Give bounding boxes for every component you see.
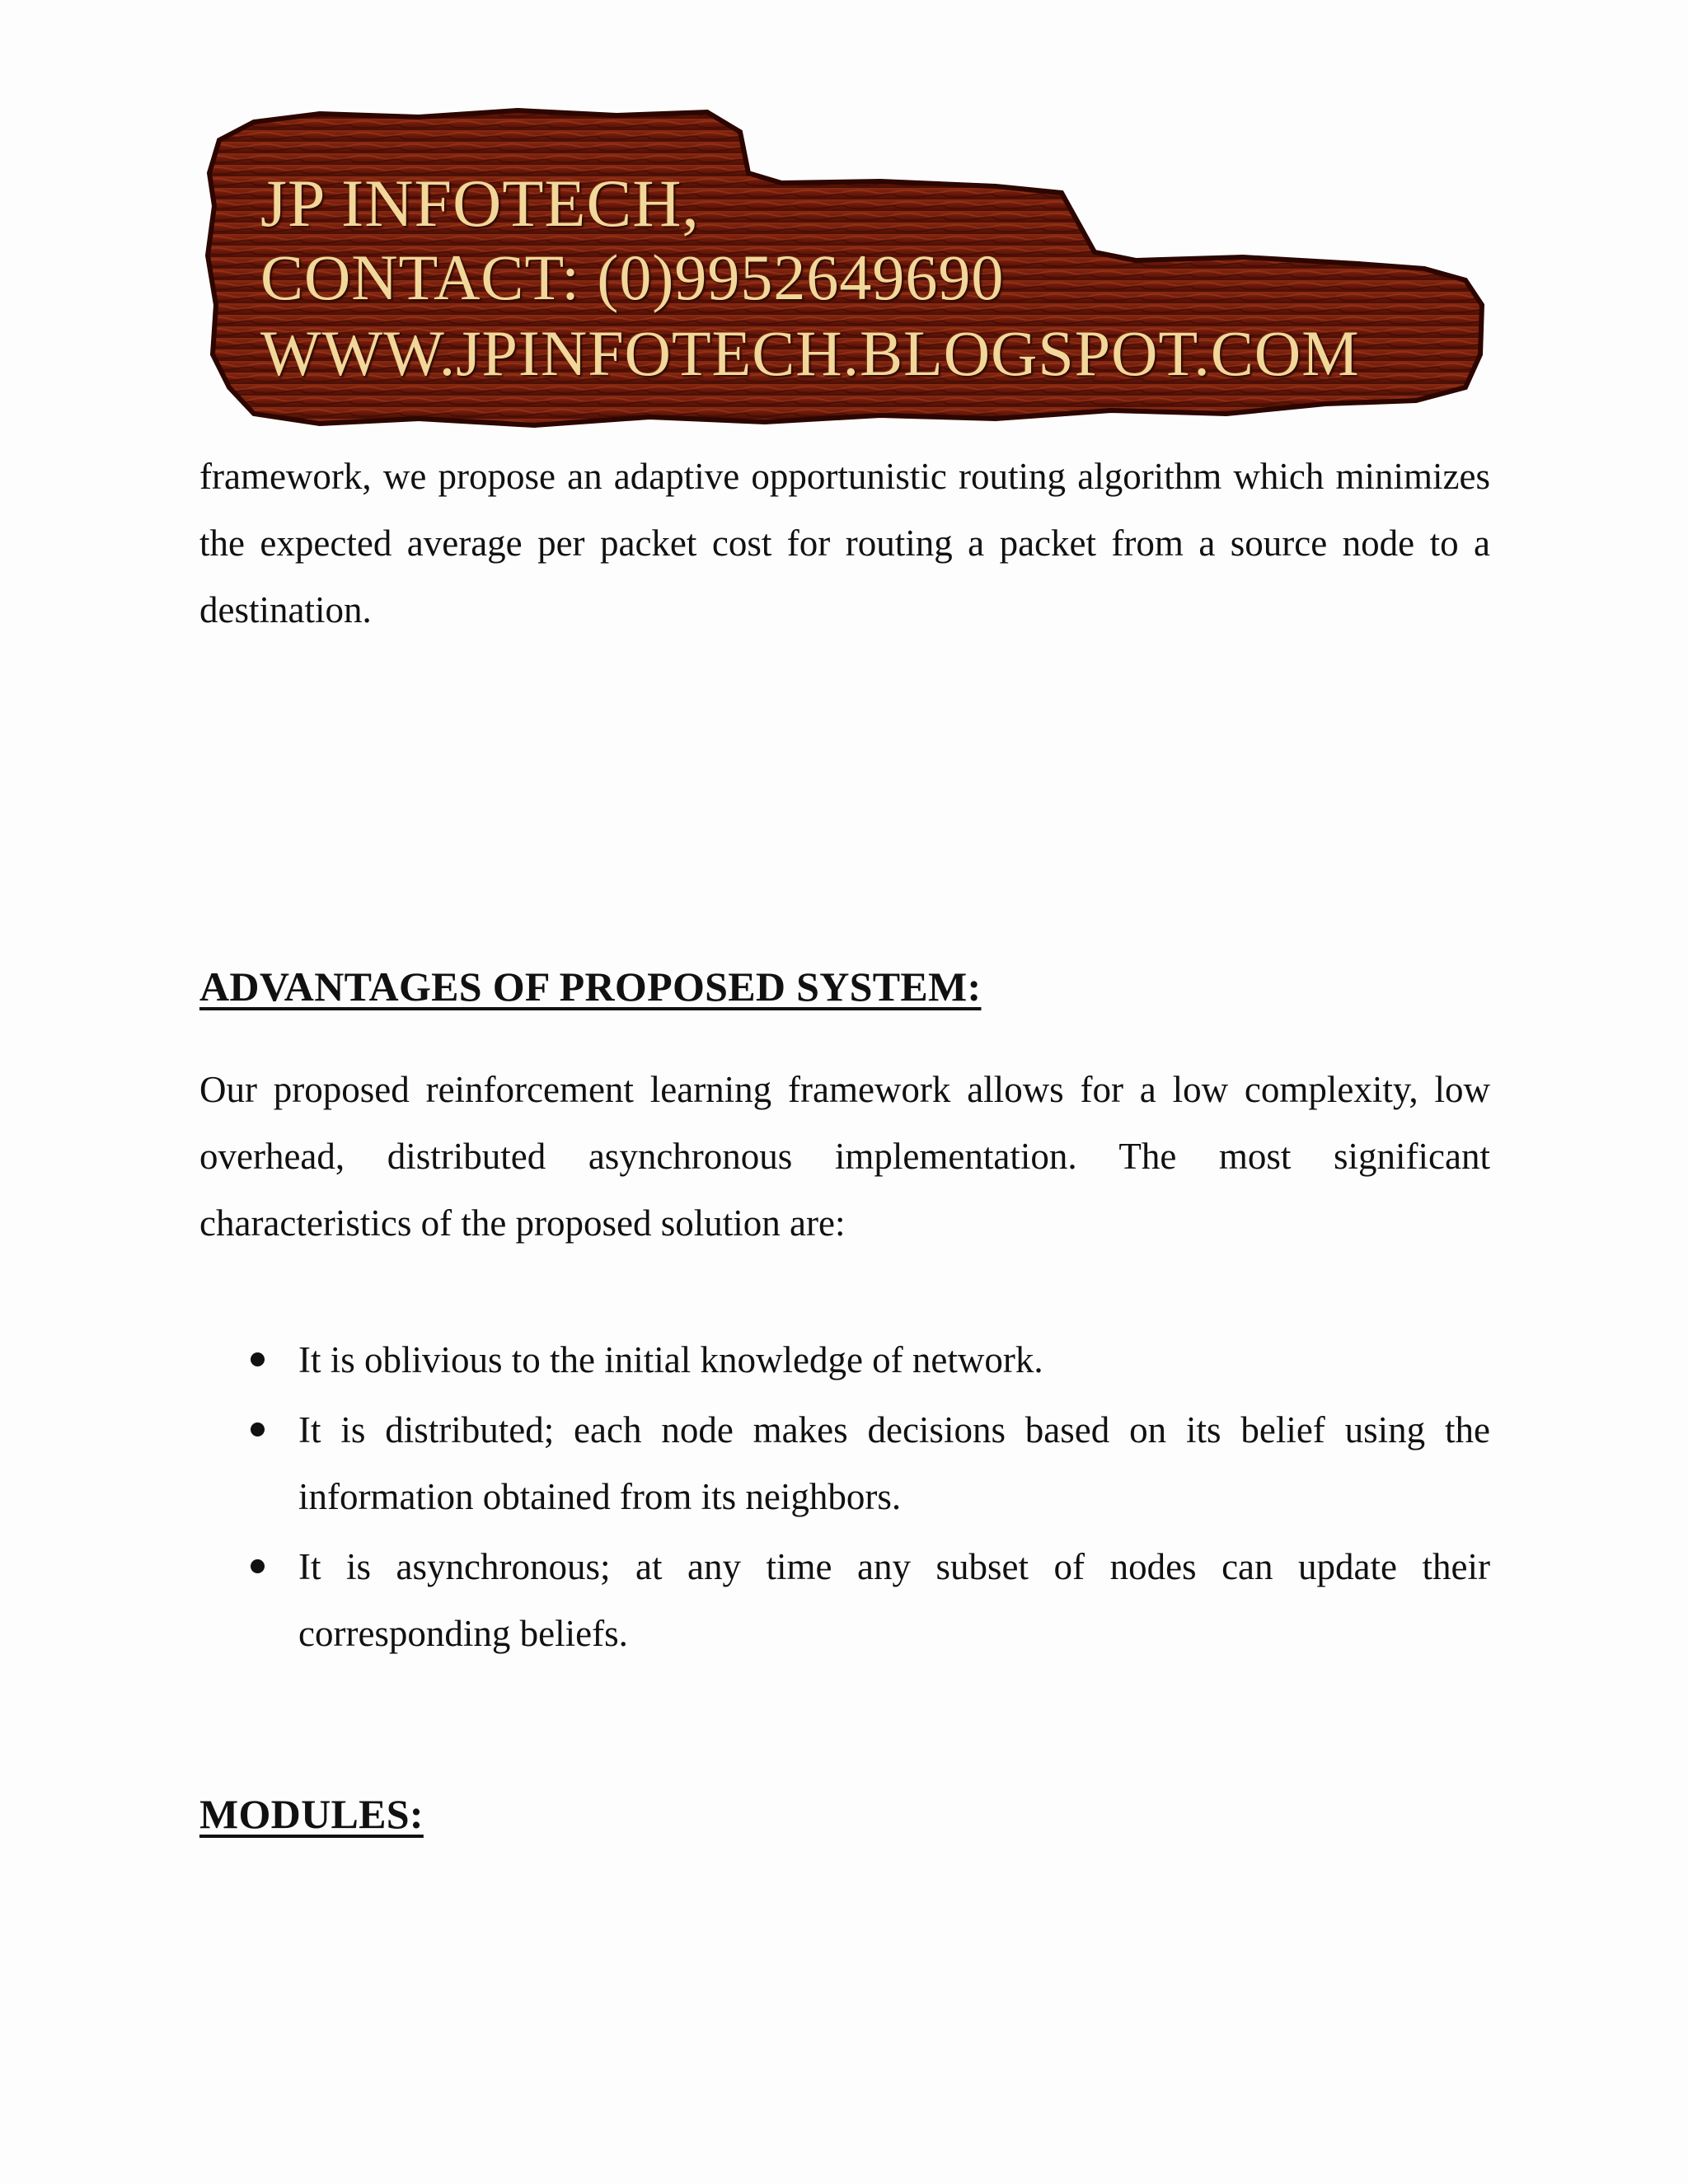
list-item (199, 1397, 1490, 1530)
intro-paragraph: framework, we propose an adaptive opportunistic routing algorithm which minimizes the expected average per packet cost for routing a packet from a source node to a destination. (199, 456, 1490, 630)
list-item-text: It is asynchronous; at any time any subset of nodes can update their corresponding beliefs. (298, 1546, 1490, 1654)
bullet-icon (251, 1352, 265, 1366)
banner-contact: CONTACT: (0)9952649690 (260, 241, 1005, 313)
list-item (199, 1534, 1490, 1667)
advantages-paragraph: Our proposed reinforcement learning framework allows for a low complexity, low overhead, distributed asynchronous implementation. The most significant characteristics of the proposed solution are: (199, 1069, 1490, 1244)
modules-heading: MODULES: (199, 1791, 424, 1837)
advantages-heading: ADVANTAGES OF PROPOSED SYSTEM: (199, 963, 982, 1010)
banner-website: WWW.JPINFOTECH.BLOGSPOT.COM (260, 317, 1360, 389)
banner-company-name: JP INFOTECH, (260, 166, 700, 241)
bullet-icon (251, 1559, 265, 1573)
bullet-icon (251, 1422, 265, 1436)
company-banner (204, 107, 1490, 437)
list-item-text: It is oblivious to the initial knowledge of network. (298, 1339, 1043, 1380)
advantages-list (199, 1327, 1490, 1671)
list-item (199, 1327, 1490, 1394)
list-item-text: It is distributed; each node makes decisions based on its belief using the information obtained from its neighbors. (298, 1409, 1490, 1517)
